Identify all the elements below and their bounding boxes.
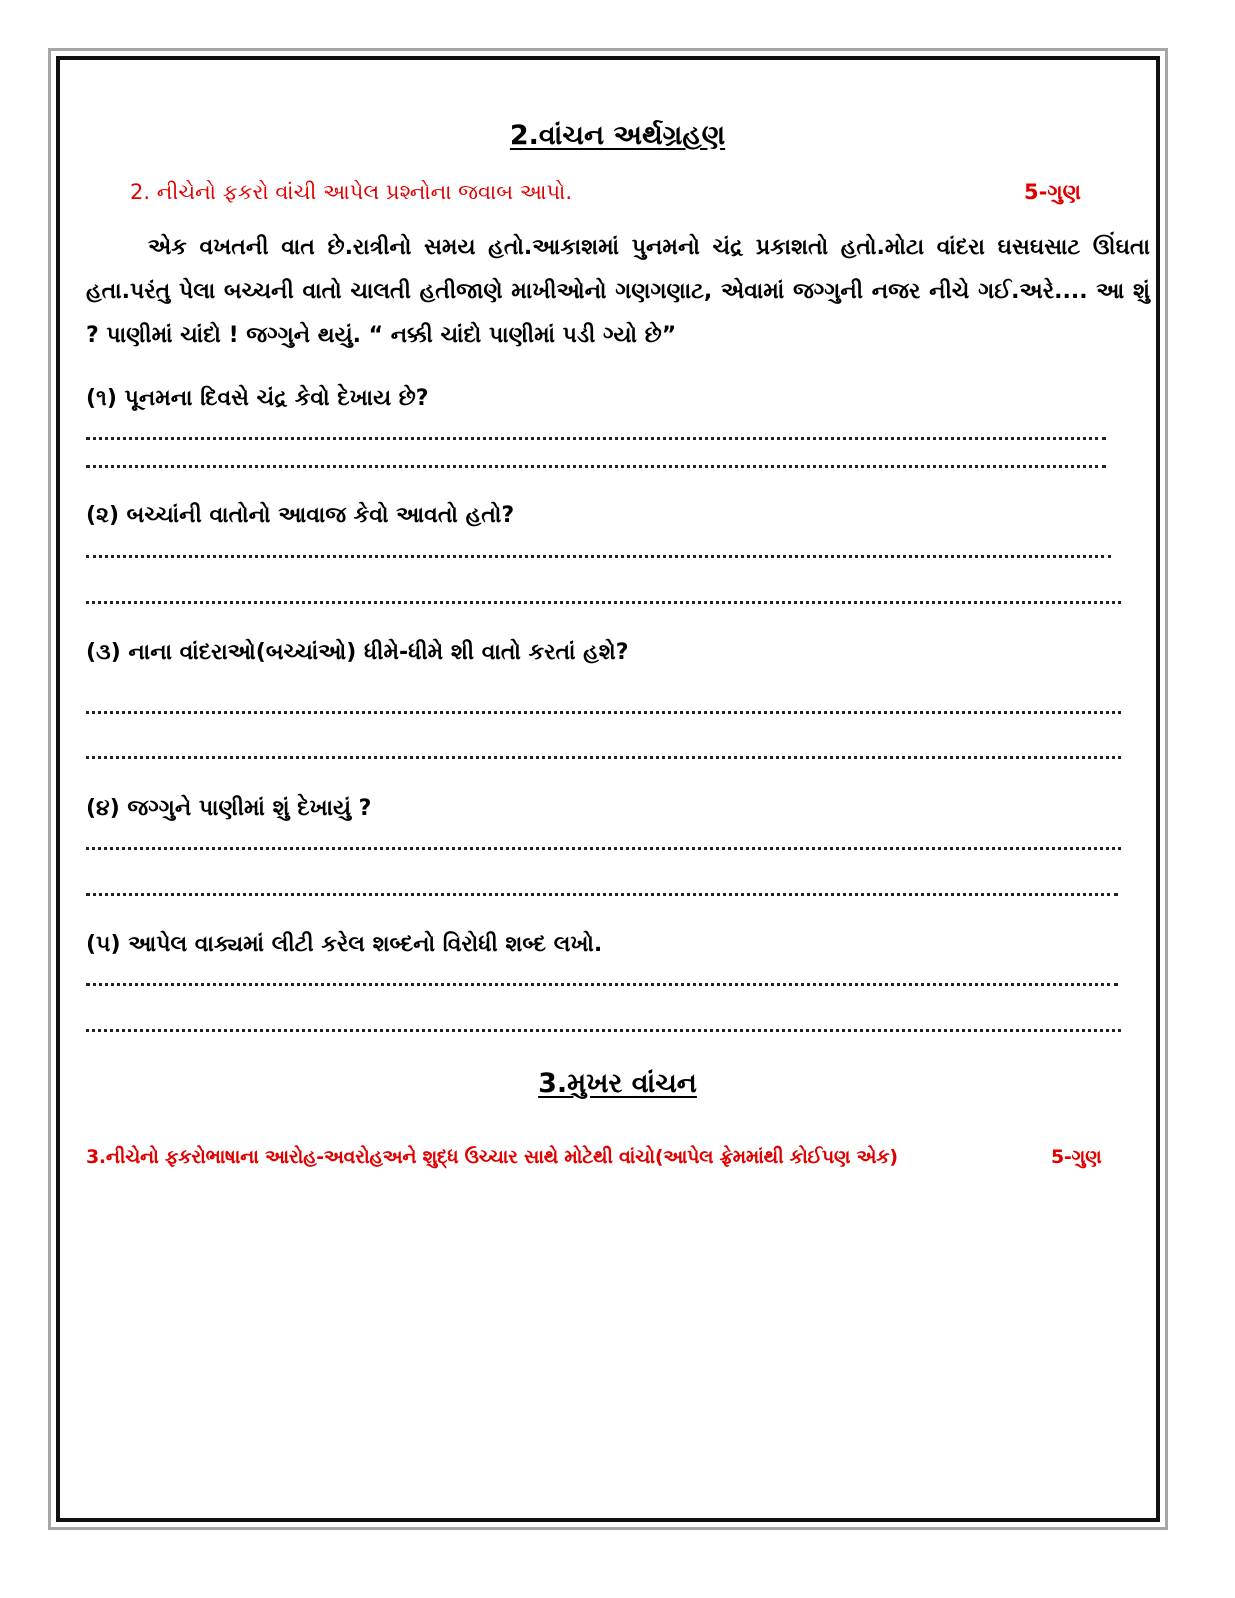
section3-instruction: 3.નીચેનો ફકરોભાષાના આરોહ-અવરોહઅને શુદ્ધ ઉચ્ચાર સાથે મોટેથી વાંચો(આપેલ ફ્રેમમાંથી કોઈપણ એક): [86, 1146, 898, 1168]
section2-instruction: 2. નીચેનો ફકરો વાંચી આપેલ પ્રશ્નોના જવાબ આપો.: [130, 180, 573, 204]
question-2: (૨) બચ્ચાંની વાતોનો આવાજ કેવો આવતો હતો?: [86, 503, 515, 528]
answer-line: [86, 983, 1118, 986]
answer-line: [86, 555, 1111, 558]
answer-line: [86, 601, 1121, 604]
answer-line: [86, 1029, 1121, 1032]
question-5: (૫) આપેલ વાક્યમાં લીટી કરેલ શબ્દનો વિરોધી શબ્દ લખો.: [86, 932, 603, 957]
section2-heading: 2.વાંચન અર્થગ્રહણ: [509, 120, 726, 151]
answer-line: [86, 465, 1106, 468]
section2-marks: 5-ગુણ: [1024, 180, 1081, 204]
section3-marks: 5-ગુણ: [1051, 1146, 1102, 1168]
answer-line: [86, 756, 1121, 759]
question-1: (૧) પૂનમના દિવસે ચંદ્ર કેવો દેખાય છે?: [86, 386, 429, 411]
answer-line: [86, 711, 1121, 714]
reading-paragraph: એક વખતની વાત છે.રાત્રીનો સમય હતો.આકાશમાં પુનમનો ચંદ્ર પ્રકાશતો હતો.મોટા વાંદરા ઘસઘસાટ ઊંઘતા હતા.પરંતુ પેલા બચ્ચની વાતો ચાલતી હતીજાણે માખીઓનો ગણગણાટ, એવામાં જગ્ગુની નજર નીચે ગઈ.અરે.... આ શું ? પાણીમાં ચાંદો ! જગ્ગુને થયું. “ નક્કી ચાંદો પાણીમાં પડી ગ્યો છે”: [86, 235, 1150, 348]
question-4: (૪) જગ્ગુને પાણીમાં શું દેખાયું ?: [86, 796, 372, 821]
question-3: (૩) નાના વાંદરાઓ(બચ્ચાંઓ) ધીમે-ધીમે શી વાતો કરતાં હશે?: [86, 640, 629, 665]
section3-heading: 3.મુખર વાંચન: [538, 1068, 697, 1099]
answer-line: [86, 847, 1121, 850]
answer-line: [86, 893, 1118, 896]
answer-line: [86, 437, 1106, 440]
section3-instruction-row: [86, 1146, 1116, 1168]
